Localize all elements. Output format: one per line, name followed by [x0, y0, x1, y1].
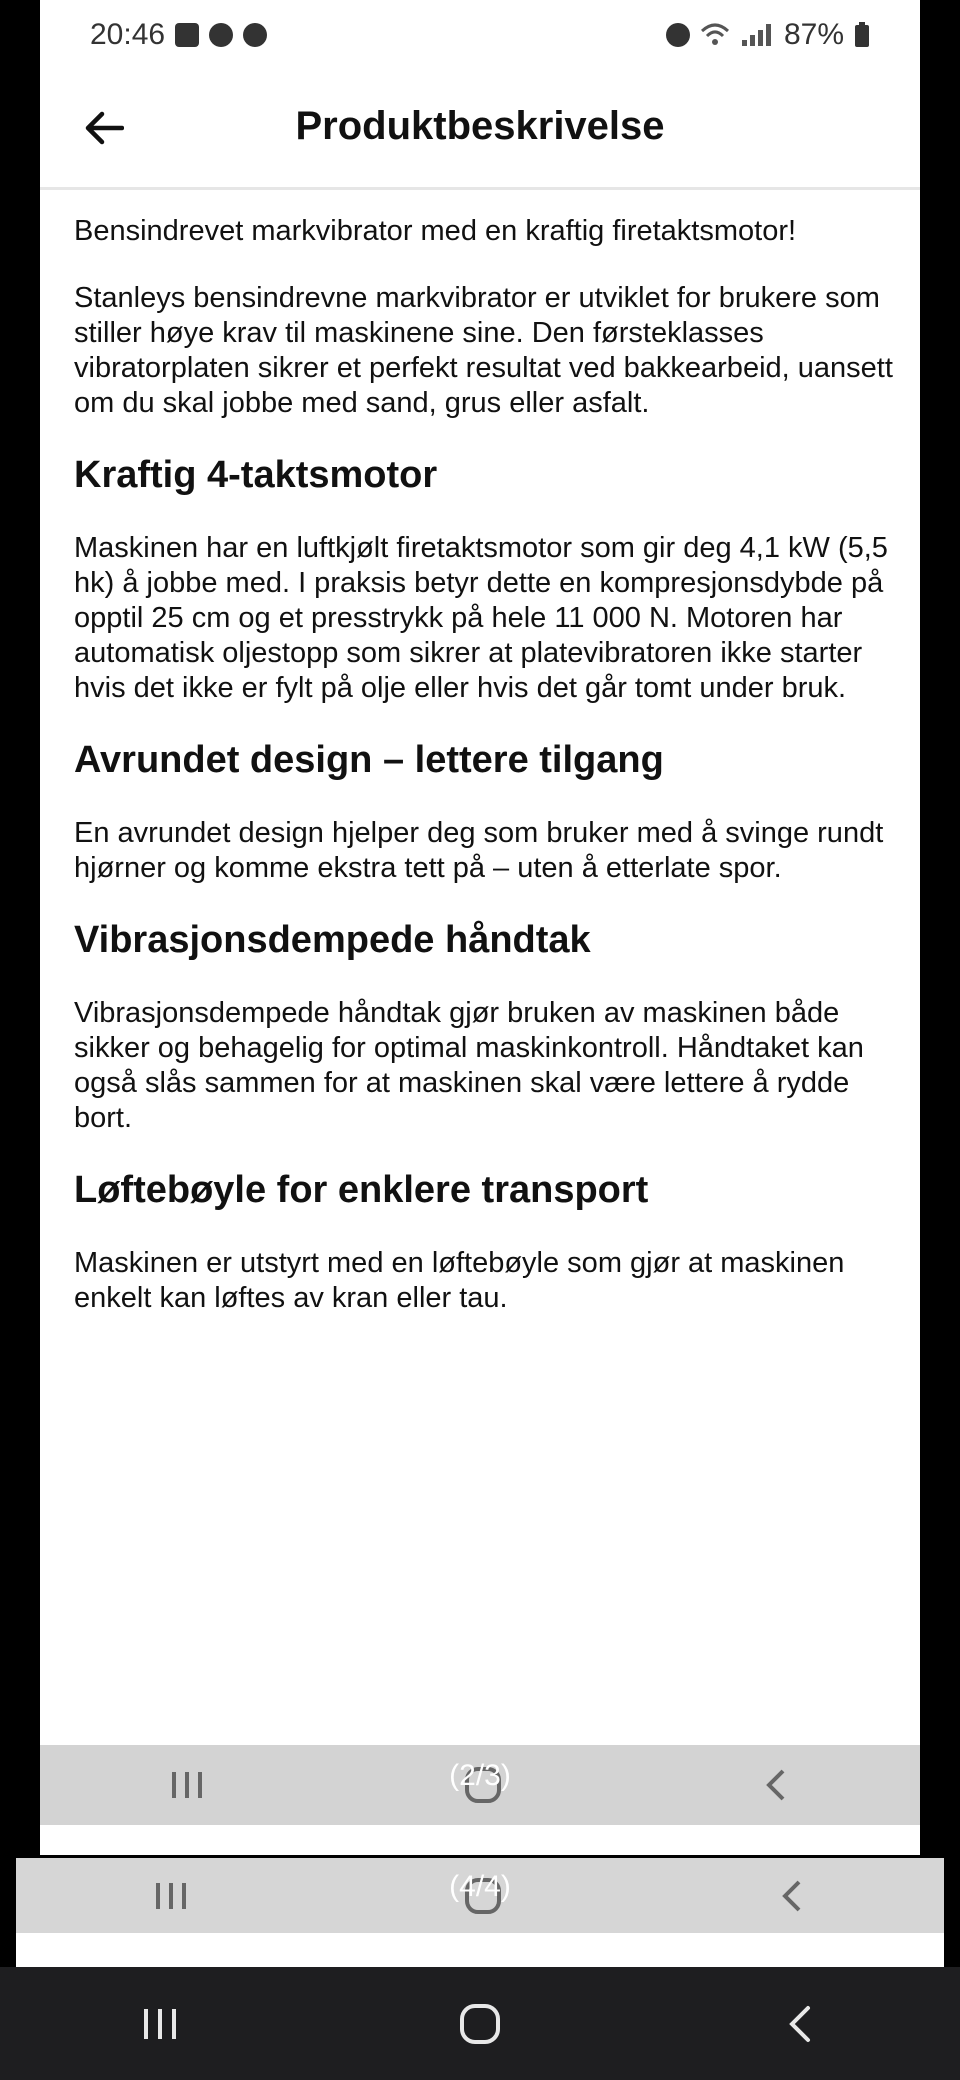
section-text-motor: Maskinen har en luftkjølt firetaktsmotor som gir deg 4,1 kW (5,5 hk) å jobbe med. I praksis betyr dette en kompresjonsdybde på opptil 25 cm og et presstrykk på hele 11 000 N. Motoren har automatisk oljestopp som sikrer at platevibratoren ikke starter hvis det ikke er fylt på olje eller hvis det går tomt under bruk. [74, 532, 888, 704]
section-title-design: Avrundet design – lettere tilgang [74, 739, 664, 781]
page-counter-1: (2/3) [449, 1759, 511, 1792]
home-icon [458, 2002, 502, 2046]
system-nav-bar [0, 1967, 960, 2080]
section-title-motor: Kraftig 4-taktsmotor [74, 454, 438, 496]
product-description [74, 214, 894, 1348]
recents-button[interactable] [115, 1989, 205, 2059]
app-header [40, 70, 920, 190]
battery-percent: 87% [783, 18, 844, 51]
status-time: 20:46 [90, 18, 166, 51]
section-text-design: En avrundet design hjelper deg som bruker med å svinge rundt hjørner og komme ekstra tett på – uten å etterlate spor. [74, 817, 884, 884]
status-right [666, 18, 870, 52]
page-counter-2: (4/4) [449, 1870, 511, 1903]
recents-icon [140, 2007, 180, 2041]
section-text-lifting: Maskinen er utstyrt med en løftebøyle som gjør at maskinen enkelt kan løftes av kran eller tau. [74, 1247, 845, 1314]
section-title-handle: Vibrasjonsdempede håndtak [74, 919, 591, 961]
image-icon [175, 23, 199, 47]
overlay-base-1 [40, 1825, 920, 1855]
home-button[interactable] [435, 1989, 525, 2059]
section-title-lifting: Løftebøyle for enklere transport [74, 1169, 649, 1211]
overlay-nav-bar-1 [40, 1745, 920, 1825]
overlay-base-2 [16, 1933, 944, 1967]
alarm-icon [666, 23, 690, 47]
page-title: Produktbeskrivelse [295, 104, 665, 148]
battery-icon [854, 22, 870, 48]
back-nav-button[interactable] [755, 1989, 845, 2059]
wifi-icon [700, 22, 730, 48]
intro-heading: Bensindrevet markvibrator med en kraftig firetaktsmotor! [74, 215, 797, 247]
section-text-handle: Vibrasjonsdempede håndtak gjør bruken av maskinen både sikker og behagelig for optimal maskinkontroll. Håndtaket kan også slås sammen for at maskinen skal være lettere å rydde bort. [74, 997, 864, 1134]
signal-icon [740, 22, 774, 48]
back-chevron-icon [784, 2004, 816, 2044]
intro-text: Stanleys bensindrevne markvibrator er utviklet for brukere som stiller høye krav til maskinene sine. Den førsteklasses vibratorplaten sikrer et perfekt resultat ved bakkearbeid, uansett om du skal jobbe med sand, grus eller asfalt. [74, 282, 893, 419]
status-left [90, 18, 267, 52]
app-screen [40, 0, 920, 1750]
status-bar [40, 0, 920, 70]
overlay-nav-bar-2 [16, 1858, 944, 1933]
settings-icon [209, 23, 233, 47]
spotify-icon [243, 23, 267, 47]
